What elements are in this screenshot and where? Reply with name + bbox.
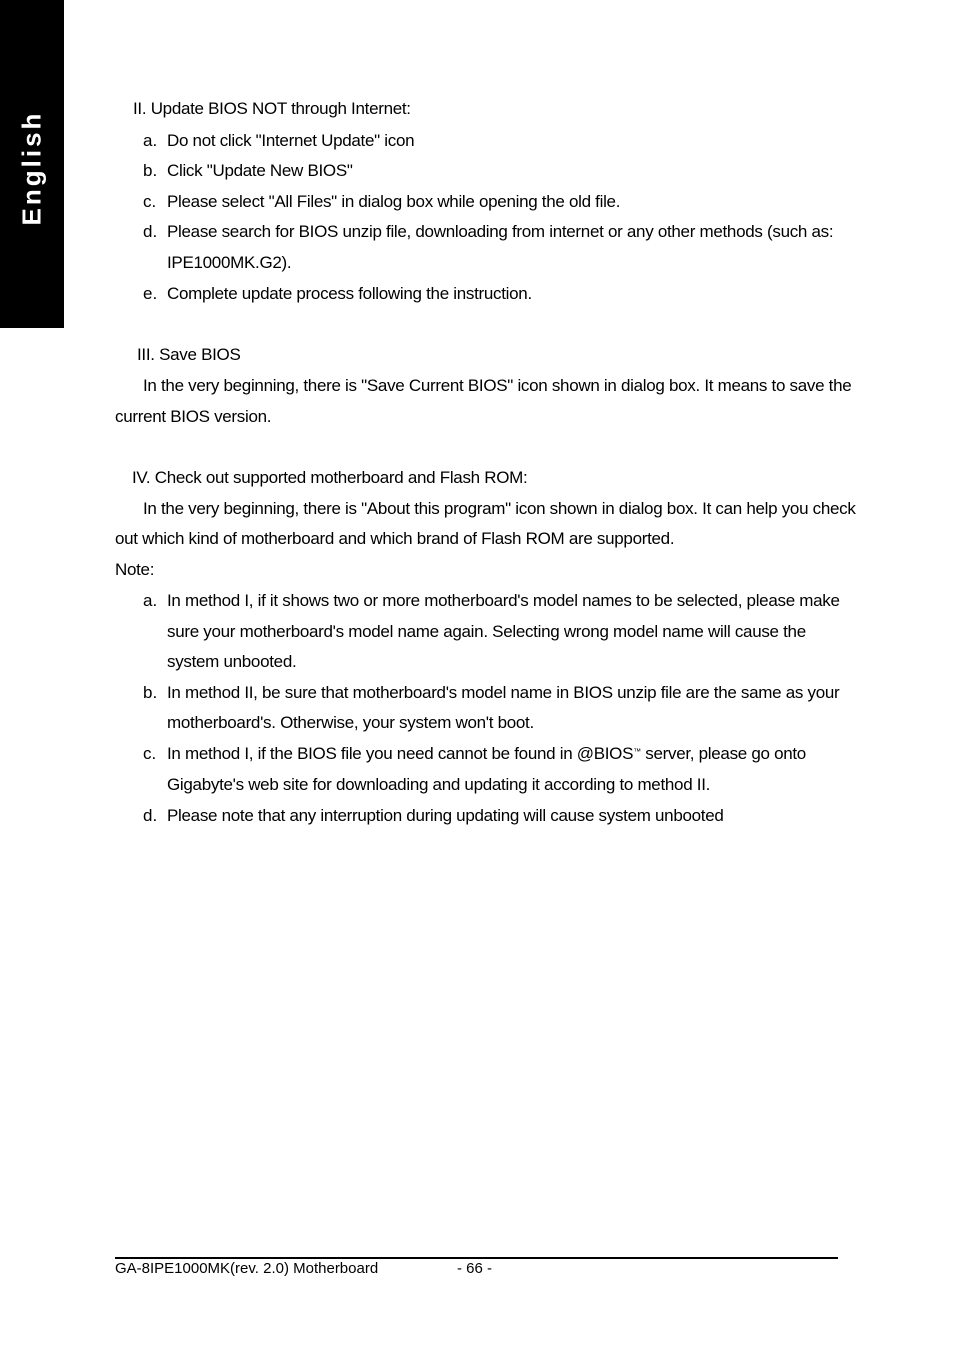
list-item-continuation: sure your motherboard's model name again. Selecting wrong model name will cause the — [167, 622, 806, 641]
paragraph-line: current BIOS version. — [115, 407, 272, 426]
list-item: Click "Update New BIOS" — [167, 161, 353, 180]
page-number: - 66 - — [457, 1260, 493, 1277]
paragraph-line: out which kind of motherboard and which brand of Flash ROM are supported. — [115, 529, 675, 548]
list-item: In method I, if it shows two or more motherboard's model names to be selected, please make — [167, 591, 840, 610]
list-marker: b. — [143, 683, 158, 702]
side-tab-label: English — [16, 110, 47, 226]
list-item: Do not click "Internet Update" icon — [167, 131, 415, 150]
list-item: Please note that any interruption during updating will cause system unbooted — [167, 806, 724, 825]
section-ii-heading: II. Update BIOS NOT through Internet: — [133, 99, 411, 118]
footer-model: GA-8IPE1000MK(rev. 2.0) Motherboard — [115, 1260, 379, 1277]
list-marker: d. — [143, 222, 158, 241]
list-item: Complete update process following the instruction. — [167, 284, 532, 303]
list-item-text: In method I, if the BIOS file you need cannot be found in @BIOS — [167, 744, 634, 763]
list-marker: e. — [143, 284, 158, 303]
list-item-continuation: system unbooted. — [167, 652, 297, 671]
list-item-continuation: IPE1000MK.G2). — [167, 253, 292, 272]
list-marker: b. — [143, 161, 158, 180]
list-marker: d. — [143, 806, 158, 825]
list-item-continuation: Gigabyte's web site for downloading and updating it according to method II. — [167, 775, 711, 794]
note-label: Note: — [115, 560, 155, 579]
paragraph-line: In the very beginning, there is "About this program" icon shown in dialog box. It can help you check — [143, 499, 856, 518]
language-side-tab — [0, 0, 64, 328]
section-iii-heading: III. Save BIOS — [137, 345, 241, 364]
list-item — [167, 744, 806, 764]
list-item-continuation: motherboard's. Otherwise, your system won't boot. — [167, 713, 534, 732]
paragraph-line: In the very beginning, there is "Save Current BIOS" icon shown in dialog box. It means to save the — [143, 376, 852, 395]
list-item-text: server, please go onto — [640, 744, 806, 763]
list-marker: c. — [143, 744, 157, 763]
list-marker: a. — [143, 131, 158, 150]
trademark-symbol: ™ — [633, 747, 641, 756]
list-item: Please select "All Files" in dialog box while opening the old file. — [167, 192, 621, 211]
list-item: In method II, be sure that motherboard's model name in BIOS unzip file are the same as your — [167, 683, 840, 702]
list-marker: a. — [143, 591, 158, 610]
list-item: Please search for BIOS unzip file, downloading from internet or any other methods (such as: — [167, 222, 834, 241]
list-marker: c. — [143, 192, 157, 211]
section-iv-heading: IV. Check out supported motherboard and Flash ROM: — [132, 468, 528, 487]
